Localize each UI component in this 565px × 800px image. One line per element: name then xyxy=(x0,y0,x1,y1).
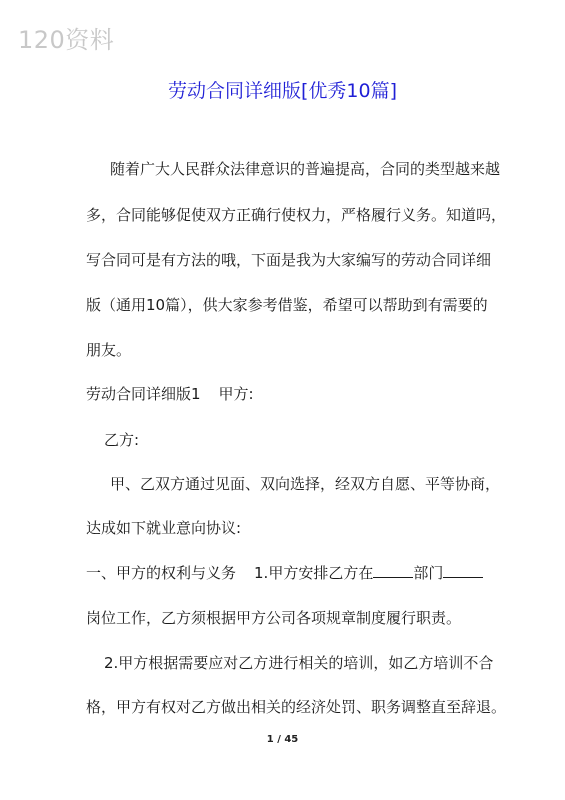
clause1-row xyxy=(86,563,483,583)
intro-line-5: 朋友。 xyxy=(86,341,132,359)
watermark: 120资料 xyxy=(18,26,115,54)
agreement-line-1: 甲、乙双方通过见面、双向选择，经双方自愿、平等协商， xyxy=(110,475,501,493)
agreement-line-2: 达成如下就业意向协议: xyxy=(86,519,242,537)
clause1-text-b: 部门 xyxy=(413,564,444,582)
clause2-line-2: 格，甲方有权对乙方做出相关的经济处罚、职务调整直至辞退。 xyxy=(86,698,507,716)
party-a-label: 甲方: xyxy=(218,385,254,403)
intro-line-2: 多，合同能够促使双方正确行使权力，严格履行义务。知道吗， xyxy=(86,206,507,224)
page-indicator: 1 / 45 xyxy=(266,734,299,745)
clause1-heading: 一、甲方的权利与义务 xyxy=(86,564,237,582)
blank-department xyxy=(373,563,413,578)
intro-line-1: 随着广大人民群众法律意识的普遍提高，合同的类型越来越 xyxy=(110,160,501,178)
section-heading: 劳动合同详细版1 xyxy=(86,385,201,403)
clause1-text-a: 1.甲方安排乙方在 xyxy=(254,564,374,582)
intro-line-4: 版（通用10篇），供大家参考借鉴，希望可以帮助到有需要的 xyxy=(86,296,488,314)
party-b-label: 乙方: xyxy=(104,431,140,449)
clause2-line-1: 2.甲方根据需要应对乙方进行相关的培训，如乙方培训不合 xyxy=(104,654,494,672)
document-title: 劳动合同详细版[优秀10篇] xyxy=(167,80,397,102)
blank-position xyxy=(443,563,483,578)
intro-line-3: 写合同可是有方法的哦，下面是我为大家编写的劳动合同详细 xyxy=(86,251,492,269)
clause1-cont: 岗位工作，乙方须根据甲方公司各项规章制度履行职责。 xyxy=(86,609,462,627)
section-heading-row xyxy=(86,384,254,404)
